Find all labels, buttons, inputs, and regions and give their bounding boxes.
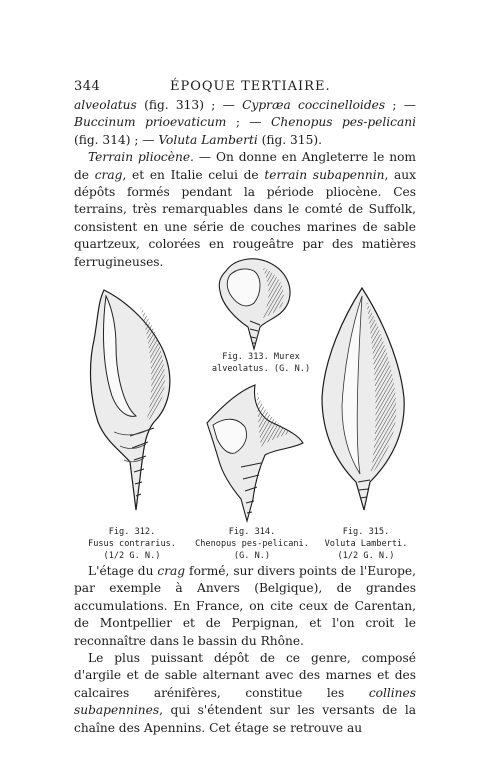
fig-313-caption: Fig. 313. Murex alveolatus. (G. N.) (211, 352, 311, 374)
running-title: ÉPOQUE TERTIAIRE. (170, 79, 331, 94)
running-header (74, 79, 416, 99)
paragraph-collines: Le plus puissant dépôt de ce genre, composé d'argile et de sable alternant avec des marnes et des calcaires arénifères, constitue les collines subapennines, qui s'étendent sur les versants de la chaîne des Apennins. Cet étage se retrouve au (74, 651, 416, 735)
voluta-lamberti-illustration (318, 286, 408, 512)
lower-text (74, 563, 416, 737)
murex-alveolatus-illustration (214, 253, 298, 351)
fig-314-caption: Fig. 314. Chenopus pes-pelicani. (G. N.) (195, 527, 309, 561)
paragraph-species-list: alveolatus (fig. 313) ; — Cypræa coccinelloides ; — Buccinum prioevaticum ; — Chenopus pes-pelicani (fig. 314) ; — Voluta Lamberti (fig. 315). (74, 98, 417, 147)
chenopus-pes-pelicani-illustration (201, 383, 305, 523)
page-number: 344 (74, 79, 101, 94)
paragraph-crag: L'étage du crag formé, sur divers points de l'Europe, par exemple à Anvers (Belgique), de grandes accumulations. En France, on cite ceux de Carentan, de Montpellier et de Perpignan, et l'on croit le reconnaître dans le bassin du Rhône. (74, 564, 416, 648)
fusus-contrarius-illustration (84, 286, 180, 512)
paragraph-terrain-pliocene: Terrain pliocène. — On donne en Angleterre le nom de crag, et en Italie celui de terrain subapennin, aux dépôts formés pendant la période pliocène. Ces terrains, très remarquables dans le comté de Suffolk, consistent en une série de couches marines de sable quartzeux, colorées en rougeâtre par des matières ferrugineuses. (74, 150, 417, 269)
fig-312-caption: Fig. 312. Fusus contrarius. (1/2 G. N.) (88, 527, 176, 561)
intro-text (74, 97, 416, 271)
fig-315-caption: Fig. 315. Voluta Lamberti. (1/2 G. N.) (324, 527, 408, 561)
